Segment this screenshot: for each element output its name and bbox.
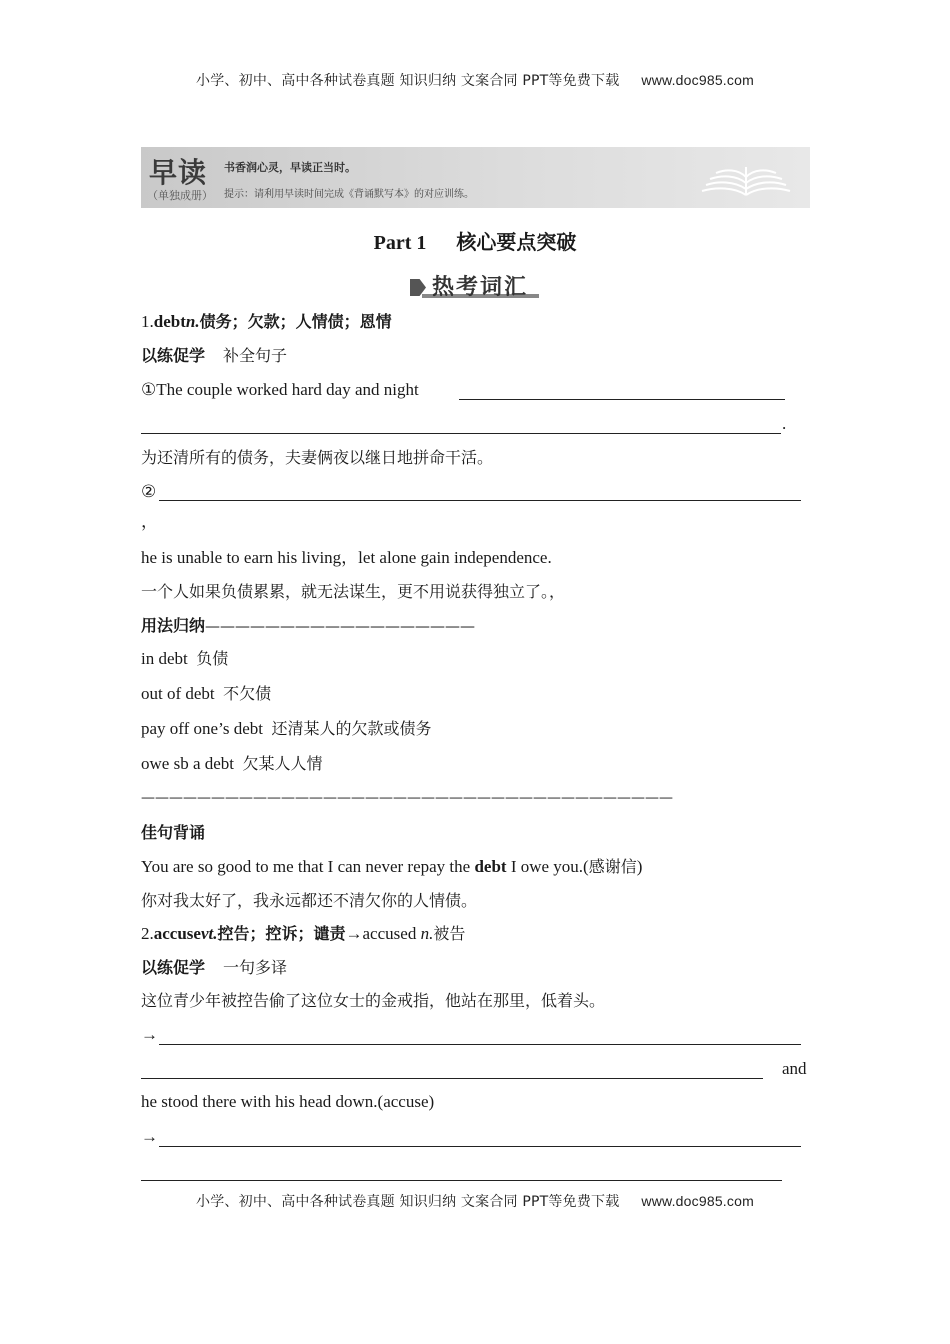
- footer-url[interactable]: www.doc985.com: [641, 1193, 754, 1209]
- usage-item: [141, 648, 228, 670]
- usage-meaning: 还清某人的欠款或债务: [271, 719, 432, 738]
- question-3-and: [782, 1058, 807, 1080]
- derived-definition: 被告: [433, 924, 466, 943]
- entry-word: accuse: [153, 924, 201, 943]
- period: .: [782, 414, 787, 433]
- recite-text: You are so good to me that I can never repay the: [141, 857, 475, 876]
- word-entry-accuse: [141, 923, 465, 945]
- usage-item: [141, 718, 431, 740]
- usage-phrase: owe sb a debt: [141, 754, 235, 773]
- derived-word: accused: [362, 924, 421, 943]
- page-footer: [0, 1191, 950, 1211]
- footer-text: 小学、初中、高中各种试卷真题 知识归纳 文案合同 PPT等免费下载: [196, 1194, 620, 1210]
- usage-phrase: out of debt: [141, 684, 215, 703]
- part-heading: [0, 226, 950, 255]
- question-1-chinese: 为还清所有的债务，夫妻俩夜以继日地拼命干活。: [141, 448, 494, 467]
- question-2-number: ②: [141, 482, 157, 501]
- question-3-arrow-2: [141, 1126, 158, 1148]
- entry-pos: n.: [185, 312, 200, 331]
- answer-blank[interactable]: [159, 1044, 801, 1045]
- answer-blank[interactable]: [141, 1180, 782, 1181]
- practice-heading-1: [141, 345, 287, 367]
- recite-sentence: [141, 856, 642, 878]
- word-entry-debt: [141, 311, 392, 333]
- banner-hint: 提示：请利用早读时间完成《背诵默写本》的对应训练。: [224, 189, 474, 200]
- open-book-icon: [700, 159, 792, 199]
- question-1-text: ①The couple worked hard day and night: [141, 380, 419, 399]
- part-label: Part 1: [373, 232, 427, 254]
- usage-end-rule: ——————————————————————————————————————: [141, 790, 673, 806]
- entry-word: debt: [153, 312, 186, 331]
- section-title: 热考词汇: [432, 275, 529, 300]
- comma: ，: [141, 512, 158, 531]
- recite-close: ): [636, 857, 643, 876]
- practice-label: 以练促学: [141, 958, 206, 977]
- recite-tag: 感谢信: [588, 857, 637, 876]
- usage-meaning: 不欠债: [223, 684, 272, 703]
- usage-dash: ——————————————————: [205, 617, 476, 635]
- early-reading-banner: [141, 147, 810, 208]
- question-2-comma: [141, 511, 158, 533]
- usage-meaning: 负债: [196, 649, 229, 668]
- part-title: 核心要点突破: [456, 230, 577, 254]
- usage-item: [141, 683, 271, 705]
- usage-label: 用法归纳: [141, 616, 206, 635]
- question-3-chinese: 这位青少年被控告偷了这位女士的金戒指，他站在那里，低着头。: [141, 991, 606, 1010]
- question-3-english: he stood there with his head down.(accuse): [141, 1092, 435, 1111]
- answer-blank[interactable]: [141, 433, 781, 434]
- entry-pos: vt.: [200, 924, 218, 943]
- arrow-icon: →: [345, 924, 363, 943]
- practice-task: 补全句子: [223, 346, 288, 365]
- recite-keyword: debt: [474, 857, 507, 876]
- arrow-icon: →: [141, 1025, 158, 1044]
- recite-heading: 佳句背诵: [141, 823, 206, 842]
- arrow-icon: →: [141, 1127, 158, 1146]
- question-2: [141, 481, 156, 503]
- usage-phrase: in debt: [141, 649, 188, 668]
- recite-text-end: I owe you.(: [506, 857, 589, 876]
- usage-phrase: pay off one’s debt: [141, 719, 263, 738]
- recite-chinese: 你对我太好了，我永远都还不清欠你的人情债。: [141, 891, 478, 910]
- banner-subtitle: （单独成册）: [147, 189, 213, 202]
- banner-title: 早读: [149, 156, 208, 189]
- derived-pos: n.: [420, 924, 434, 943]
- and-text: and: [782, 1059, 807, 1078]
- header-url[interactable]: www.doc985.com: [641, 72, 754, 88]
- entry-definition: 债务；欠款；人情债；恩情: [199, 312, 392, 331]
- answer-blank[interactable]: [159, 500, 801, 501]
- entry-definition: 控告；控诉；谴责: [217, 924, 346, 943]
- entry-number: 2.: [141, 924, 154, 943]
- question-2-chinese: 一个人如果负债累累，就无法谋生，更不用说获得独立了。，: [141, 582, 566, 601]
- header-text: 小学、初中、高中各种试卷真题 知识归纳 文案合同 PPT等免费下载: [196, 73, 620, 89]
- answer-blank[interactable]: [141, 1078, 763, 1079]
- question-2-english: he is unable to earn his living，let alone gain independence.: [141, 548, 552, 567]
- answer-blank[interactable]: [159, 1146, 801, 1147]
- answer-blank[interactable]: [459, 399, 785, 400]
- question-1: [141, 379, 419, 401]
- usage-item: [141, 753, 323, 775]
- page-header: [0, 70, 950, 90]
- practice-label: 以练促学: [141, 346, 206, 365]
- entry-number: 1.: [141, 312, 154, 331]
- question-1-period: [782, 413, 786, 435]
- usage-meaning: 欠某人人情: [242, 754, 323, 773]
- question-3-arrow-1: [141, 1024, 158, 1046]
- usage-heading: [141, 615, 475, 637]
- practice-heading-2: [141, 957, 287, 979]
- practice-task: 一句多译: [223, 958, 288, 977]
- banner-motto: 书香润心灵，早读正当时。: [224, 161, 356, 174]
